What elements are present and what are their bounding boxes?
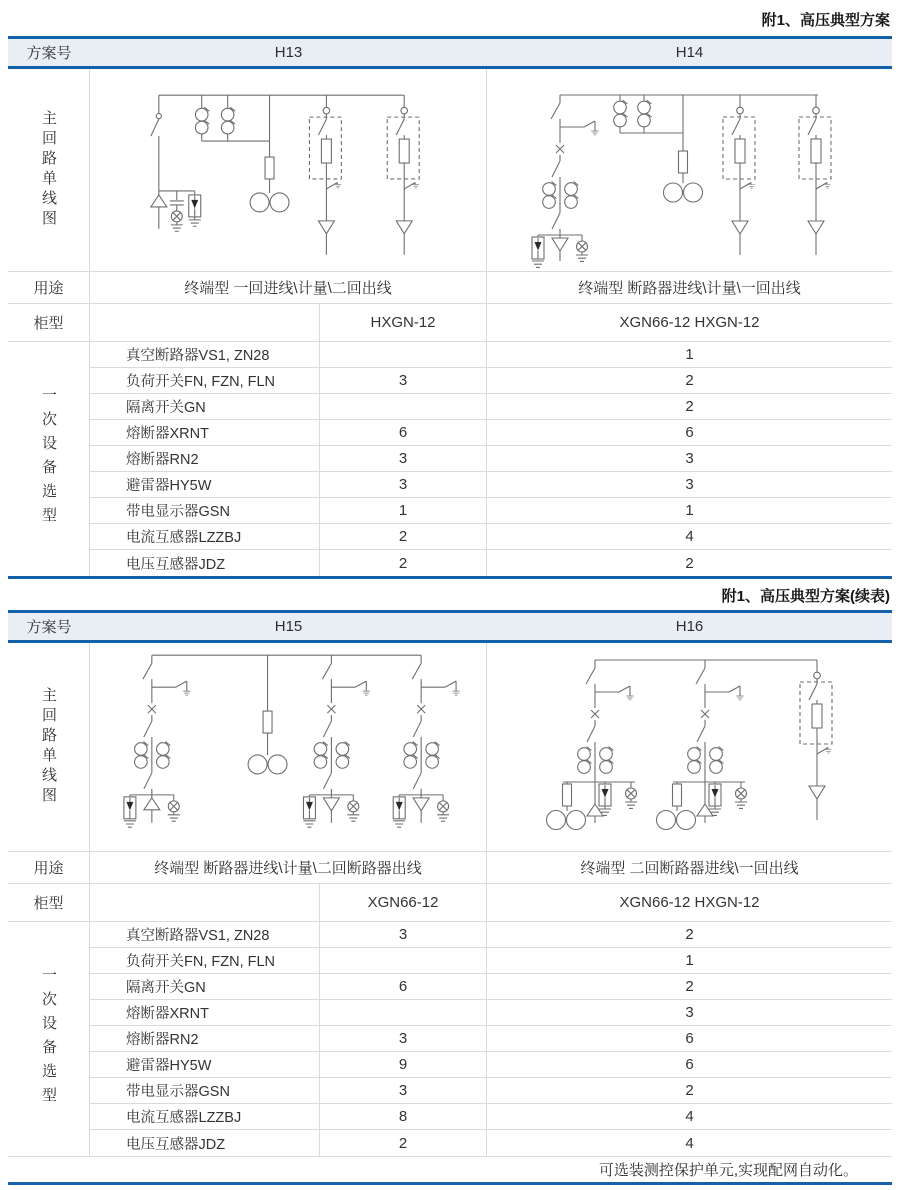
- scheme-no-label: 方案号: [26, 45, 72, 62]
- primary-equipment-label: 一次设备选型: [8, 922, 90, 1156]
- single-line-diagram-h14: [487, 69, 892, 272]
- qty-h13-cell: 3: [320, 368, 487, 394]
- qty-h14-cell: 2: [685, 554, 694, 572]
- qty-h13-cell: 6: [320, 420, 487, 446]
- table2-title: 附1、高压典型方案(续表): [721, 588, 890, 605]
- usage-label: 用途: [8, 852, 90, 884]
- qty-h15-cell: 8: [320, 1104, 487, 1130]
- single-line-diagram-h16: [487, 643, 892, 852]
- qty-h13-cell: 3: [320, 446, 487, 472]
- qty-h15-cell: 3: [320, 922, 487, 948]
- cabinet-empty-cell: [90, 304, 320, 342]
- qty-h13-cell: [320, 342, 487, 368]
- qty-h14-cell: 4: [487, 524, 892, 550]
- equipment-name-cell: 避雷器HY5W: [90, 472, 320, 498]
- equipment-name-cell: 电流互感器LZZBJ: [90, 524, 320, 550]
- cabinet-label: 柜型: [8, 884, 90, 922]
- equipment-name-cell: 隔离开关GN: [90, 974, 320, 1000]
- equipment-name-cell: 电流互感器LZZBJ: [90, 1104, 320, 1130]
- usage-h16: 终端型 二回断路器进线\一回出线: [487, 852, 892, 884]
- qty-h15-cell: [320, 948, 487, 974]
- qty-h14-cell: 1: [487, 342, 892, 368]
- equipment-name-cell: 熔断器XRNT: [90, 1000, 320, 1026]
- qty-h13-cell: 2: [320, 524, 487, 550]
- qty-h14-cell: 3: [487, 446, 892, 472]
- scheme-table-2: [8, 610, 892, 1185]
- qty-h13-cell: [320, 394, 487, 420]
- qty-h16-cell: 2: [487, 922, 892, 948]
- equipment-name-cell: 熔断器XRNT: [90, 420, 320, 446]
- cabinet-h13: HXGN-12: [320, 304, 487, 342]
- qty-h16-cell: 6: [487, 1026, 892, 1052]
- qty-h15-cell: 9: [320, 1052, 487, 1078]
- qty-h16-cell: 3: [487, 1000, 892, 1026]
- qty-h14-cell: 2: [487, 394, 892, 420]
- scheme-header-row: [8, 613, 892, 643]
- qty-h13-cell: 1: [320, 498, 487, 524]
- usage-h13: 终端型 一回进线\计量\二回出线: [90, 272, 487, 304]
- qty-h15-cell: 6: [320, 974, 487, 1000]
- main-circuit-label: 主回路单线图: [8, 643, 90, 852]
- scheme-table-1: [8, 36, 892, 579]
- single-line-diagram-h15: [90, 643, 487, 852]
- equipment-name-cell: 避雷器HY5W: [90, 1052, 320, 1078]
- footer-note: 可选装测控保护单元,实现配网自动化。: [8, 1156, 892, 1182]
- equipment-name-cell: 负荷开关FN, FZN, FLN: [90, 948, 320, 974]
- qty-h15-cell: 2: [320, 1130, 487, 1156]
- main-circuit-label: 主回路单线图: [8, 69, 90, 272]
- equipment-name-cell: 真空断路器VS1, ZN28: [90, 922, 320, 948]
- qty-h16-cell: 6: [487, 1052, 892, 1078]
- qty-h16-cell: 2: [487, 974, 892, 1000]
- scheme-id-h14: H14: [675, 44, 704, 61]
- qty-h16-cell: 4: [487, 1104, 892, 1130]
- equipment-name-cell: 带电显示器GSN: [90, 498, 320, 524]
- qty-h15-cell: [320, 1000, 487, 1026]
- usage-h15: 终端型 断路器进线\计量\二回断路器出线: [90, 852, 487, 884]
- usage-h14: 终端型 断路器进线\计量\一回出线: [487, 272, 892, 304]
- scheme-no-label: 方案号: [26, 619, 72, 636]
- cabinet-h14: XGN66-12 HXGN-12: [487, 304, 892, 342]
- equipment-name-cell: 电压互感器JDZ: [90, 550, 320, 576]
- qty-h14-cell: 3: [487, 472, 892, 498]
- cabinet-h15: XGN66-12: [320, 884, 487, 922]
- equipment-name-cell: 熔断器RN2: [90, 1026, 320, 1052]
- cabinet-empty-cell: [90, 884, 320, 922]
- single-line-diagram-h13: [90, 69, 487, 272]
- qty-h16-cell: 4: [685, 1134, 694, 1152]
- qty-h15-cell: 3: [320, 1078, 487, 1104]
- equipment-name-cell: 熔断器RN2: [90, 446, 320, 472]
- equipment-name-cell: 隔离开关GN: [90, 394, 320, 420]
- scheme-header-row: [8, 39, 892, 69]
- table1-title: 附1、高压典型方案: [761, 12, 890, 29]
- equipment-name-cell: 带电显示器GSN: [90, 1078, 320, 1104]
- qty-h13-cell: 3: [320, 472, 487, 498]
- primary-equipment-label: 一次设备选型: [8, 342, 90, 576]
- equipment-name-cell: 负荷开关FN, FZN, FLN: [90, 368, 320, 394]
- qty-h14-cell: 1: [487, 498, 892, 524]
- usage-label: 用途: [8, 272, 90, 304]
- equipment-name-cell: 真空断路器VS1, ZN28: [90, 342, 320, 368]
- qty-h14-cell: 2: [487, 368, 892, 394]
- qty-h16-cell: 1: [487, 948, 892, 974]
- equipment-name-cell: 电压互感器JDZ: [90, 1130, 320, 1156]
- scheme-id-h16: H16: [675, 618, 704, 635]
- qty-h13-cell: 2: [320, 550, 487, 576]
- scheme-id-h15: H15: [274, 618, 303, 635]
- qty-h15-cell: 3: [320, 1026, 487, 1052]
- qty-h14-cell: 6: [487, 420, 892, 446]
- scheme-id-h13: H13: [274, 44, 303, 61]
- cabinet-h16: XGN66-12 HXGN-12: [487, 884, 892, 922]
- qty-h16-cell: 2: [487, 1078, 892, 1104]
- cabinet-label: 柜型: [8, 304, 90, 342]
